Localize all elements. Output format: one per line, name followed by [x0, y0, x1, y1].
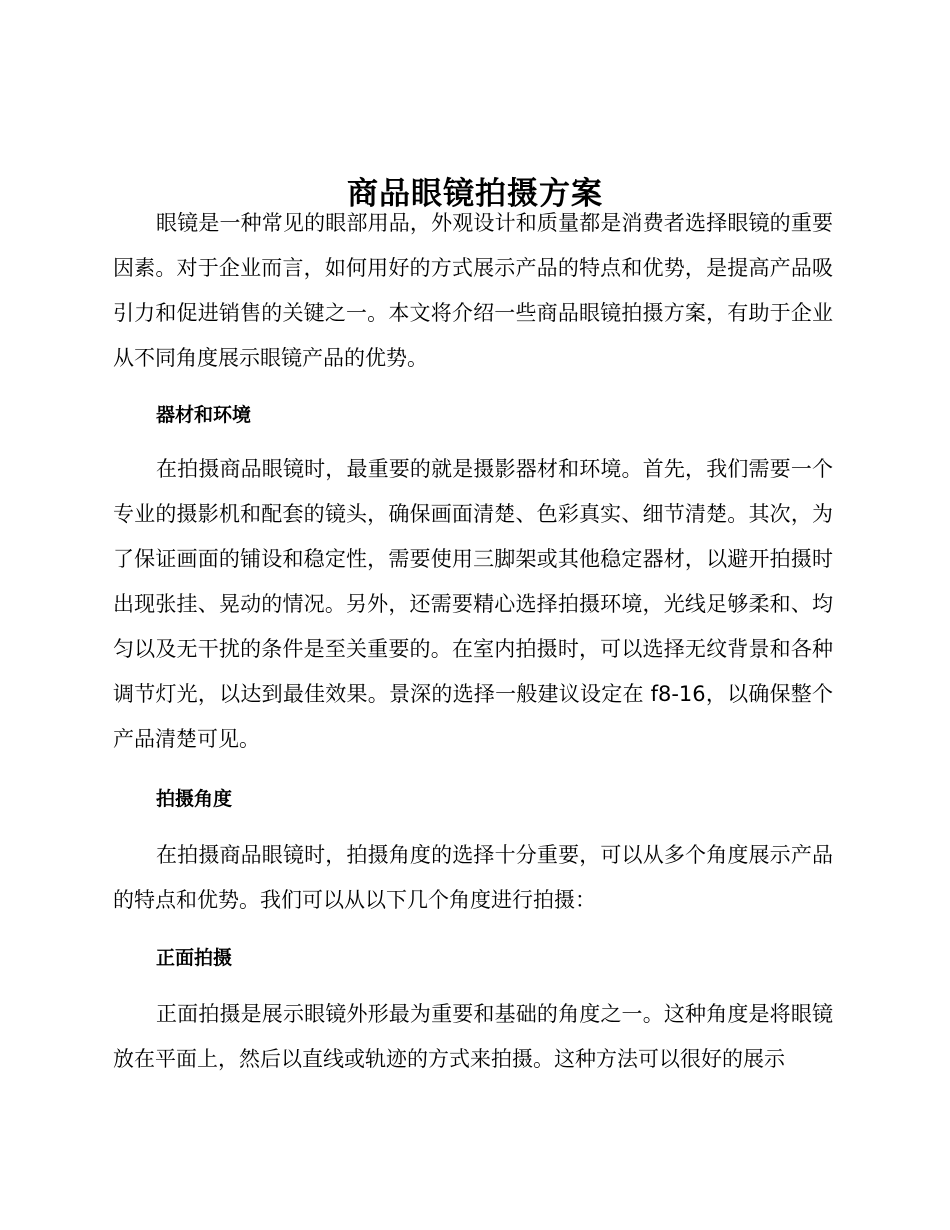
section-body-angles: 在拍摄商品眼镜时，拍摄角度的选择十分重要，可以从多个角度展示产品的特点和优势。我们可以从以下几个角度进行拍摄：: [113, 843, 833, 912]
document-title: 商品眼镜拍摄方案: [347, 175, 603, 212]
intro-paragraph: 眼镜是一种常见的眼部用品，外观设计和质量都是消费者选择眼镜的重要因素。对于企业而言，如何用好的方式展示产品的特点和优势，是提高产品吸引力和促进销售的关键之一。本文将介绍一些商品眼镜拍摄方案，有助于企业从不同角度展示眼镜产品的优势。: [113, 211, 833, 370]
section-heading-equipment: 器材和环境: [156, 404, 252, 426]
section-heading-angles: 拍摄角度: [156, 788, 233, 810]
section-heading-front: 正面拍摄: [156, 947, 233, 969]
section-body-front: 正面拍摄是展示眼镜外形最为重要和基础的角度之一。这种角度是将眼镜放在平面上，然后以直线或轨迹的方式来拍摄。这种方法可以很好的展示: [113, 1002, 833, 1071]
section-body-equipment: 在拍摄商品眼镜时，最重要的就是摄影器材和环境。首先，我们需要一个专业的摄影机和配套的镜头，确保画面清楚、色彩真实、细节清楚。其次，为了保证画面的铺设和稳定性，需要使用三脚架或其他稳定器材，以避开拍摄时出现张挂、晃动的情况。另外，还需要精心选择拍摄环境，光线足够柔和、均匀以及无干扰的条件是至关重要的。在室内拍摄时，可以选择无纹背景和各种调节灯光，以达到最佳效果。景深的选择一般建议设定在 f8-16，以确保整个产品清楚可见。: [113, 457, 833, 751]
